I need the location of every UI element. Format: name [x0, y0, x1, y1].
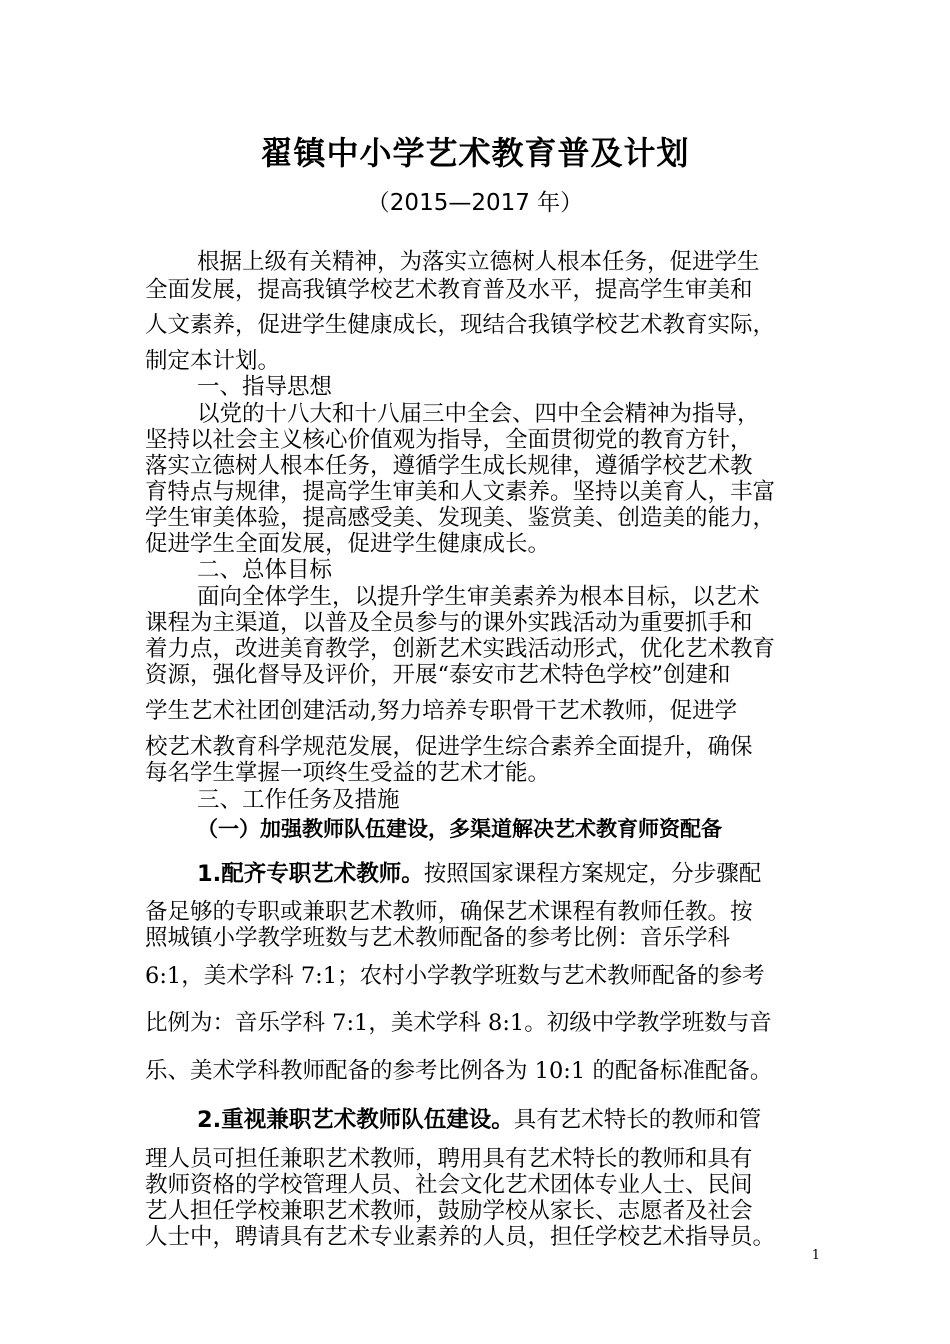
body-line: 理人员可担任兼职艺术教师，聘用具有艺术特长的教师和具有 — [145, 1146, 753, 1172]
item-text: 具有艺术特长的教师和管 — [513, 1107, 762, 1133]
document-title: 翟镇中小学艺术教育普及计划 — [260, 134, 690, 172]
body-line: 学生审美体验，提高感受美、发现美、鉴赏美、创造美的能力， — [145, 505, 776, 531]
body-line: 坚持以社会主义核心价值观为指导，全面贯彻党的教育方针， — [145, 427, 753, 453]
body-line: 促进学生全面发展，促进学生健康成长。 — [145, 531, 551, 557]
intro-line: 根据上级有关精神，为落实立德树人根本任务，促进学生 — [197, 249, 760, 275]
body-line: 每名学生掌握一项终生受益的艺术才能。 — [145, 760, 551, 786]
item-text: 按照国家课程方案规定，分步骤配 — [423, 861, 762, 887]
intro-line: 制定本计划。 — [145, 348, 281, 374]
subsection-heading: （一）加强教师队伍建设，多渠道解决艺术教育师资配备 — [197, 817, 722, 841]
body-line: 育特点与规律，提高学生审美和人文素养。坚持以美育人，丰富 — [145, 479, 776, 505]
body-line: 以党的十八大和十八届三中全会、四中全会精神为指导， — [197, 401, 760, 427]
body-line: 艺人担任学校兼职艺术教师，鼓励学校从家长、志愿者及社会 — [145, 1198, 753, 1224]
item-first-line — [197, 1106, 817, 1134]
section-heading: 三、工作任务及措施 — [197, 787, 400, 813]
body-line: 资源，强化督导及评价，开展“泰安市艺术特色学校”创建和 — [145, 662, 731, 688]
body-line: 落实立德树人根本任务，遵循学生成长规律，遵循学校艺术教 — [145, 453, 753, 479]
body-line: 人士中，聘请具有艺术专业素养的人员，担任学校艺术指导员。 — [145, 1224, 776, 1250]
body-line: 乐、美术学科教师配备的参考比例各为 10:1 的配备标准配备。 — [145, 1058, 773, 1084]
body-line: 课程为主渠道，以普及全员参与的课外实践活动为重要抓手和 — [145, 610, 753, 636]
body-line: 6:1，美术学科 7:1；农村小学教学班数与艺术教师配备的参考 — [145, 963, 765, 989]
section-heading: 二、总体目标 — [197, 557, 333, 583]
intro-line: 全面发展，提高我镇学校艺术教育普及水平，提高学生审美和 — [145, 277, 753, 303]
section-heading: 一、指导思想 — [197, 374, 333, 400]
page-number: 1 — [811, 1248, 820, 1263]
intro-line: 人文素养，促进学生健康成长，现结合我镇学校艺术教育实际， — [145, 312, 776, 338]
body-line: 照城镇小学教学班数与艺术教师配备的参考比例：音乐学科 — [145, 925, 731, 951]
body-line: 着力点，改进美育教学，创新艺术实践活动形式，优化艺术教育 — [145, 636, 776, 662]
item-first-line — [197, 860, 817, 888]
body-line: 比例为：音乐学科 7:1，美术学科 8:1。初级中学教学班数与音 — [145, 1010, 772, 1036]
document-subtitle: （2015—2017 年） — [366, 190, 584, 216]
body-line: 面向全体学生，以提升学生审美素养为根本目标，以艺术 — [197, 584, 760, 610]
body-line: 学生艺术社团创建活动,努力培养专职骨干艺术教师，促进学 — [145, 698, 738, 724]
body-line: 校艺术教育科学规范发展，促进学生综合素养全面提升，确保 — [145, 734, 753, 760]
body-line: 教师资格的学校管理人员、社会文化艺术团体专业人士、民间 — [145, 1172, 753, 1198]
item-lead: 1.配齐专职艺术教师。 — [197, 861, 424, 887]
item-lead: 2.重视兼职艺术教师队伍建设。 — [197, 1107, 514, 1133]
body-line: 备足够的专职或兼职艺术教师，确保艺术课程有教师任教。按 — [145, 899, 753, 925]
